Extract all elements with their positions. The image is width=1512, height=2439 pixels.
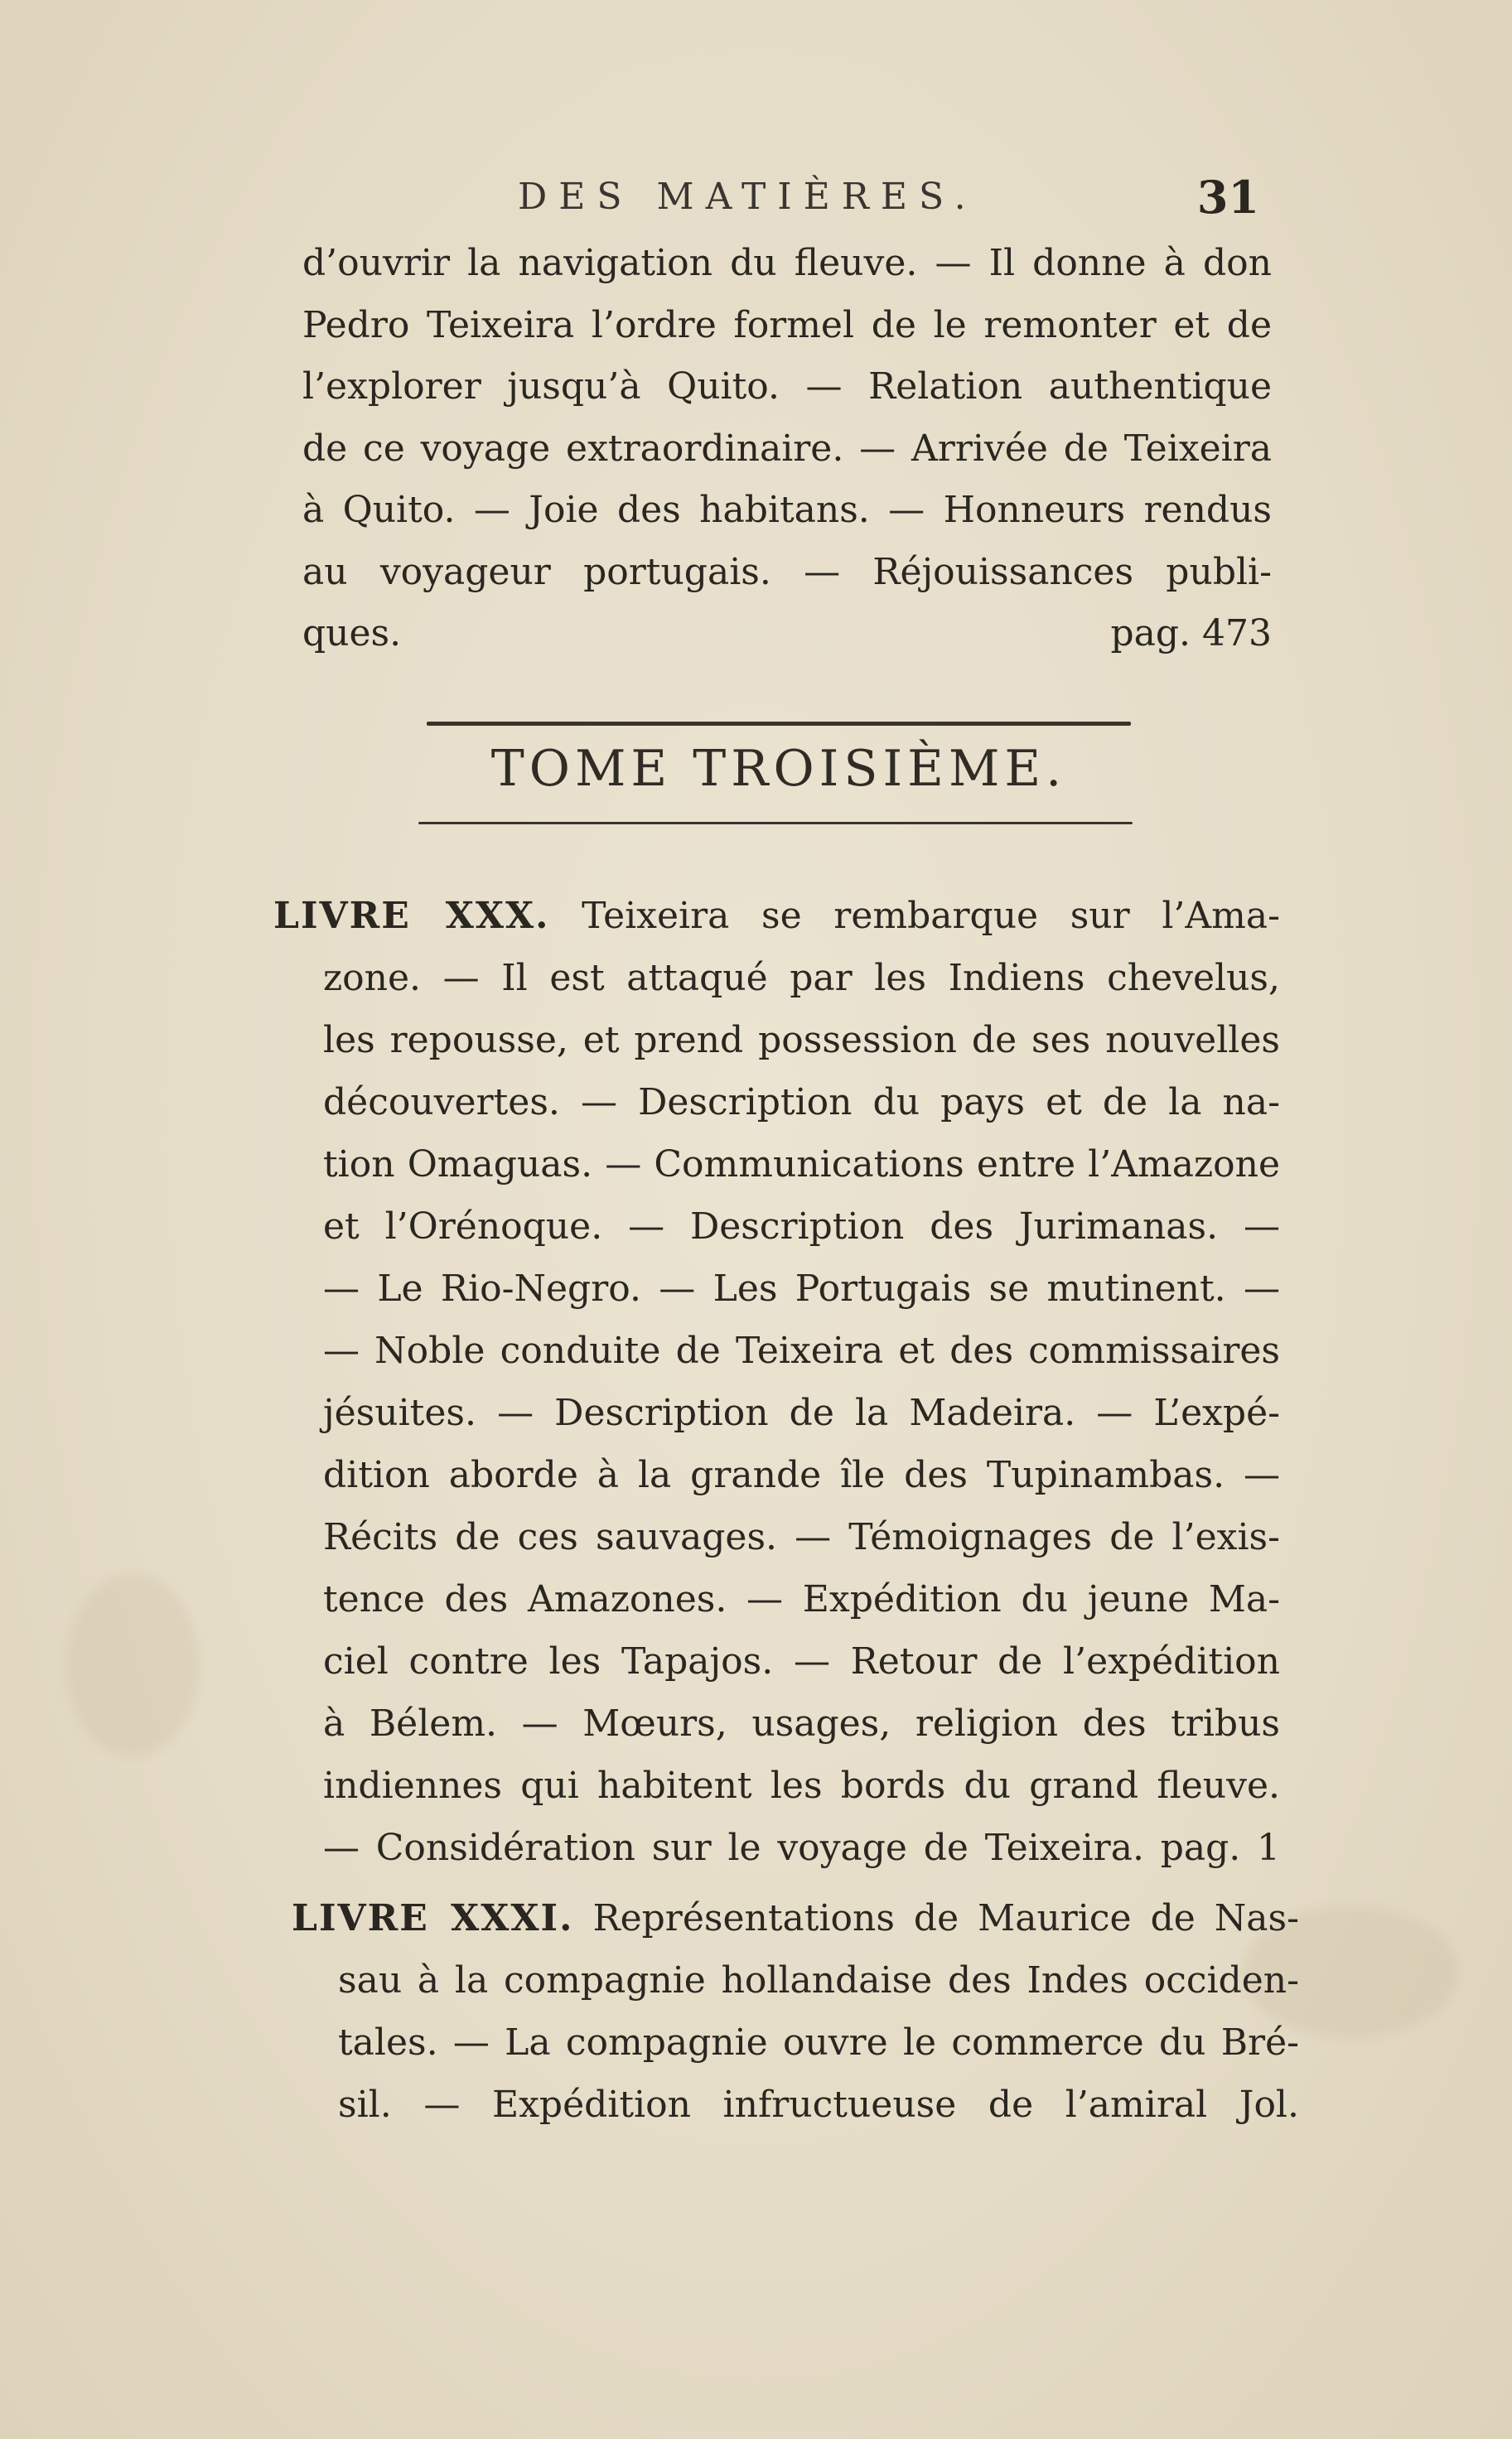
text-line: l’explorer jusqu’à Quito. — Relation authentique: [302, 365, 1272, 408]
text-line: de ce voyage extraordinaire. — Arrivée de Teixeira: [302, 427, 1272, 470]
text-line: — Le Rio-Negro. — Les Portugais se mutinent. —: [323, 1268, 1280, 1310]
text-line: découvertes. — Description du pays et de la na-: [323, 1081, 1280, 1123]
continuation-block: [302, 233, 1272, 665]
text-line: dition aborde à la grande île des Tupinambas. —: [323, 1454, 1280, 1496]
text-line: — Noble conduite de Teixeira et des commissaires: [323, 1330, 1280, 1372]
livre-label: LIVRE XXXI.: [292, 1897, 574, 1939]
text-line: sau à la compagnie hollandaise des Indes occiden-: [338, 1959, 1299, 2002]
text-line: Récits de ces sauvages. — Témoignages de l’exis-: [323, 1516, 1280, 1558]
toc-entry-livre-xxx: [273, 885, 1280, 1879]
text-line: au voyageur portugais. — Réjouissances publi-: [302, 550, 1272, 593]
text-line: jésuites. — Description de la Madeira. — L’expé-: [323, 1392, 1280, 1434]
entry-first-line: [273, 885, 1280, 947]
text-line: tence des Amazones. — Expédition du jeune Ma-: [323, 1578, 1280, 1620]
heading-rule-bottom: [418, 822, 1133, 824]
text-line: zone. — Il est attaqué par les Indiens chevelus,: [323, 957, 1280, 999]
text-line: à Bélem. — Mœurs, usages, religion des tribus: [323, 1702, 1280, 1745]
text-line: indiennes qui habitent les bords du grand fleuve.: [323, 1765, 1280, 1807]
entry-text: Teixeira se rembarque sur l’Ama-: [582, 895, 1280, 937]
entry-text: Représentations de Maurice de Nas-: [592, 1897, 1299, 1939]
tome-heading: TOME TROISIÈME.: [490, 740, 1067, 798]
text-line: Pedro Teixeira l’ordre formel de le remonter et de: [302, 303, 1272, 346]
paper-stain: [66, 1574, 199, 1756]
running-head: [518, 171, 1259, 225]
text-line: ciel contre les Tapajos. — Retour de l’expédition: [323, 1640, 1280, 1683]
heading-rule-top: [427, 722, 1131, 726]
entry-first-line: [292, 1887, 1299, 1949]
page-reference: pag. 473: [1110, 612, 1272, 654]
text-fragment: ques.: [302, 612, 402, 654]
toc-entry-livre-xxxi: [292, 1887, 1299, 2136]
text-line: et l’Orénoque. — Description des Jurimanas. —: [323, 1205, 1280, 1248]
page-number: 31: [1196, 171, 1259, 224]
text-line: d’ouvrir la navigation du fleuve. — Il donne à don: [302, 242, 1272, 284]
text-line: sil. — Expédition infructueuse de l’amiral Jol.: [338, 2084, 1299, 2126]
livre-label: LIVRE XXX.: [273, 895, 550, 937]
text-line: tales. — La compagnie ouvre le commerce du Bré-: [338, 2021, 1299, 2064]
text-line-last: [302, 603, 1272, 665]
text-line: à Quito. — Joie des habitans. — Honneurs rendus: [302, 489, 1272, 531]
text-line: les repousse, et prend possession de ses nouvelles: [323, 1019, 1280, 1061]
text-line-page-ref: — Considération sur le voyage de Teixeira. pag. 1: [323, 1827, 1280, 1869]
text-line: tion Omaguas. — Communications entre l’Amazone: [323, 1143, 1280, 1186]
running-head-title: DES MATIÈRES.: [518, 176, 978, 218]
